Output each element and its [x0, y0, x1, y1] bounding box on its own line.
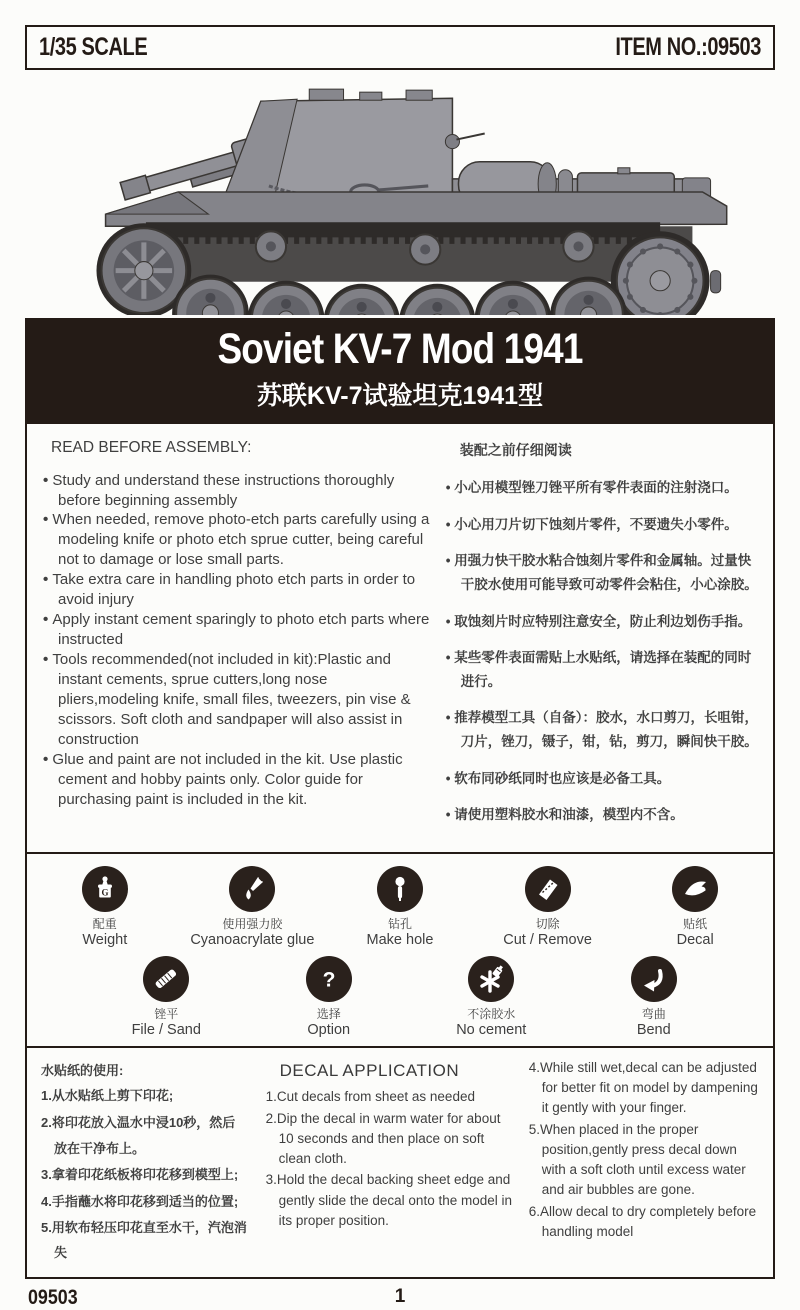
- decal-english-column-right: [525, 1058, 763, 1267]
- svg-text:?: ?: [322, 968, 336, 992]
- decal-heading: DECAL APPLICATION: [279, 1060, 460, 1080]
- bend-icon: [631, 956, 677, 1002]
- legend-label-en: Cyanoacrylate glue: [190, 931, 315, 948]
- cut-remove-icon: [525, 866, 571, 912]
- list-item: • When needed, remove photo-etch parts carefully using a modeling knife or photo etch sprue cutter, being careful not to damage or lose small parts.: [43, 510, 432, 570]
- svg-text:G: G: [101, 887, 109, 898]
- legend-label-zh: 使用强力胶: [222, 916, 283, 931]
- list-item: • 推荐模型工具（自备）：胶水，水口剪刀，长咀钳，刀片，锉刀，镊子，钳，钻，剪刀，瞬间快干胶。: [446, 706, 763, 753]
- legend-label-en: Decal: [676, 931, 714, 948]
- title-bar: [25, 318, 775, 422]
- legend-item-decal: [621, 866, 769, 948]
- legend-label-en: Bend: [636, 1021, 671, 1038]
- legend-item-file-sand: [85, 956, 248, 1038]
- legend-label-zh: 配重: [92, 916, 117, 931]
- symbol-legend-section: [25, 854, 775, 1048]
- legend-item-cyanoacrylate-glue: [179, 866, 327, 948]
- decal-step: 2.Dip the decal in warm water for about 10 seconds and then place on soft clean cloth.: [265, 1110, 501, 1167]
- list-item: • 小心用模型锉刀锉平所有零件表面的注射浇口。: [446, 476, 763, 500]
- legend-item-cut-remove: [474, 866, 622, 948]
- page-title-zh: 苏联KV-7试验坦克1941型: [256, 382, 544, 410]
- legend-label-zh: 切除: [535, 916, 560, 931]
- list-item: • Apply instant cement sparingly to photo etch parts where instructed: [43, 610, 432, 650]
- page-number: 1: [394, 1285, 406, 1307]
- legend-row-2: [27, 956, 773, 1038]
- legend-item-bend: [573, 956, 736, 1038]
- make-hole-icon: [377, 866, 423, 912]
- read-before-chinese-list: [446, 476, 763, 827]
- decal-english-column-left: [258, 1058, 525, 1267]
- weight-icon: [82, 866, 128, 912]
- decal-step: 5.When placed in the proper position,gently press decal down with a soft cloth until excess water and air bubbles are gone.: [528, 1121, 746, 1198]
- legend-item-weight: [31, 866, 179, 948]
- legend-label-en: File / Sand: [131, 1021, 201, 1038]
- legend-label-en: Make hole: [366, 931, 434, 948]
- item-number-label: ITEM NO.:09503: [615, 33, 761, 61]
- list-item: • Take extra care in handling photo etch parts in order to avoid injury: [43, 570, 432, 610]
- read-before-chinese-column: [432, 436, 763, 840]
- file-sand-icon: [143, 956, 189, 1002]
- legend-label-zh: 选择: [316, 1006, 341, 1021]
- tank-kv7-side-view: [55, 73, 745, 315]
- instruction-sheet: [25, 25, 775, 1279]
- decal-step-zh: 1.从水贴纸上剪下印花;: [41, 1088, 174, 1104]
- legend-label-en: No cement: [456, 1021, 527, 1038]
- decal-step: 3.Hold the decal backing sheet edge and gently slide the decal onto the model in its proper position.: [265, 1172, 512, 1228]
- page-title: Soviet KV-7 Mod 1941: [217, 325, 583, 373]
- decal-step: 1.Cut decals from sheet as needed: [265, 1089, 475, 1105]
- footer-item-number: 09503: [28, 1285, 78, 1309]
- decal-step-zh: 放在干净布上。: [41, 1140, 146, 1156]
- list-item: • 某些零件表面需贴上水贴纸，请选择在装配的同时进行。: [446, 646, 763, 693]
- legend-item-option: [248, 956, 411, 1038]
- legend-label-en: Option: [307, 1021, 351, 1038]
- list-item: • 软布同砂纸同时也应该是必备工具。: [446, 767, 763, 791]
- list-item: • Tools recommended(not included in kit):Plastic and instant cements, sprue cutters,long nose pliers,modeling knife, small files, tweezers, pin vise & scissors. Soft cloth and sandpaper will also assist in construction: [43, 650, 432, 750]
- list-item: • Study and understand these instructions thoroughly before beginning assembly: [43, 471, 432, 511]
- legend-item-no-cement: [410, 956, 573, 1038]
- list-item: • 请使用塑料胶水和油漆，模型内不含。: [446, 803, 763, 827]
- footer: [28, 1286, 772, 1310]
- decal-heading-zh: 水贴纸的使用:: [41, 1062, 124, 1078]
- legend-label-zh: 贴纸: [683, 916, 708, 931]
- decal-step-zh: 4.手指蘸水将印花移到适当的位置;: [41, 1193, 239, 1209]
- list-item: • 小心用刀片切下蚀刻片零件，不要遗失小零件。: [446, 513, 763, 537]
- legend-label-zh: 钻孔: [387, 916, 412, 931]
- legend-label-en: Cut / Remove: [503, 931, 592, 948]
- legend-item-make-hole: [326, 866, 474, 948]
- decal-application-section: [25, 1048, 775, 1279]
- option-icon: [306, 956, 352, 1002]
- decal-step-zh: 3.拿着印花纸板将印花移到模型上;: [41, 1167, 239, 1183]
- decal-chinese-column: [41, 1058, 258, 1267]
- list-item: • 取蚀刻片时应特别注意安全，防止利边划伤手指。: [446, 610, 763, 634]
- list-item: • 用强力快干胶水粘合蚀刻片零件和金属轴。过量快干胶水使用可能导致可动零件会粘住，小心涂胶。: [446, 549, 763, 596]
- tank-illustration: [25, 70, 775, 318]
- scale-label: 1/35 SCALE: [39, 33, 148, 61]
- legend-label-zh: 弯曲: [641, 1006, 666, 1021]
- cyanoacrylate-glue-icon: [229, 866, 275, 912]
- decal-step-zh: 5.用软布轻压印花直至水干，汽泡消失: [41, 1219, 247, 1261]
- read-before-heading: READ BEFORE ASSEMBLY:: [51, 439, 252, 456]
- read-before-english-column: [43, 436, 432, 840]
- no-cement-icon: [468, 956, 514, 1002]
- read-before-english-list: [43, 471, 432, 810]
- decal-step: 6.Allow decal to dry completely before handling model: [528, 1203, 757, 1239]
- read-before-heading-zh: 装配之前仔细阅读: [459, 442, 572, 458]
- legend-label-zh: 锉平: [154, 1006, 179, 1021]
- header-bar: [25, 25, 775, 70]
- list-item: • Glue and paint are not included in the kit. Use plastic cement and hobby paints only. Color guide for purchasing paint is included in the kit.: [43, 750, 432, 810]
- legend-row-1: [27, 866, 773, 948]
- read-before-assembly-section: [25, 422, 775, 854]
- decal-icon: [672, 866, 718, 912]
- decal-step: 4.While still wet,decal can be adjusted for better fit on model by dampening it gently with your finger.: [528, 1059, 758, 1116]
- legend-label-zh: 不涂胶水: [467, 1006, 516, 1021]
- legend-label-en: Weight: [82, 931, 128, 948]
- decal-step-zh: 2.将印花放入温水中浸10秒，然后: [41, 1114, 236, 1130]
